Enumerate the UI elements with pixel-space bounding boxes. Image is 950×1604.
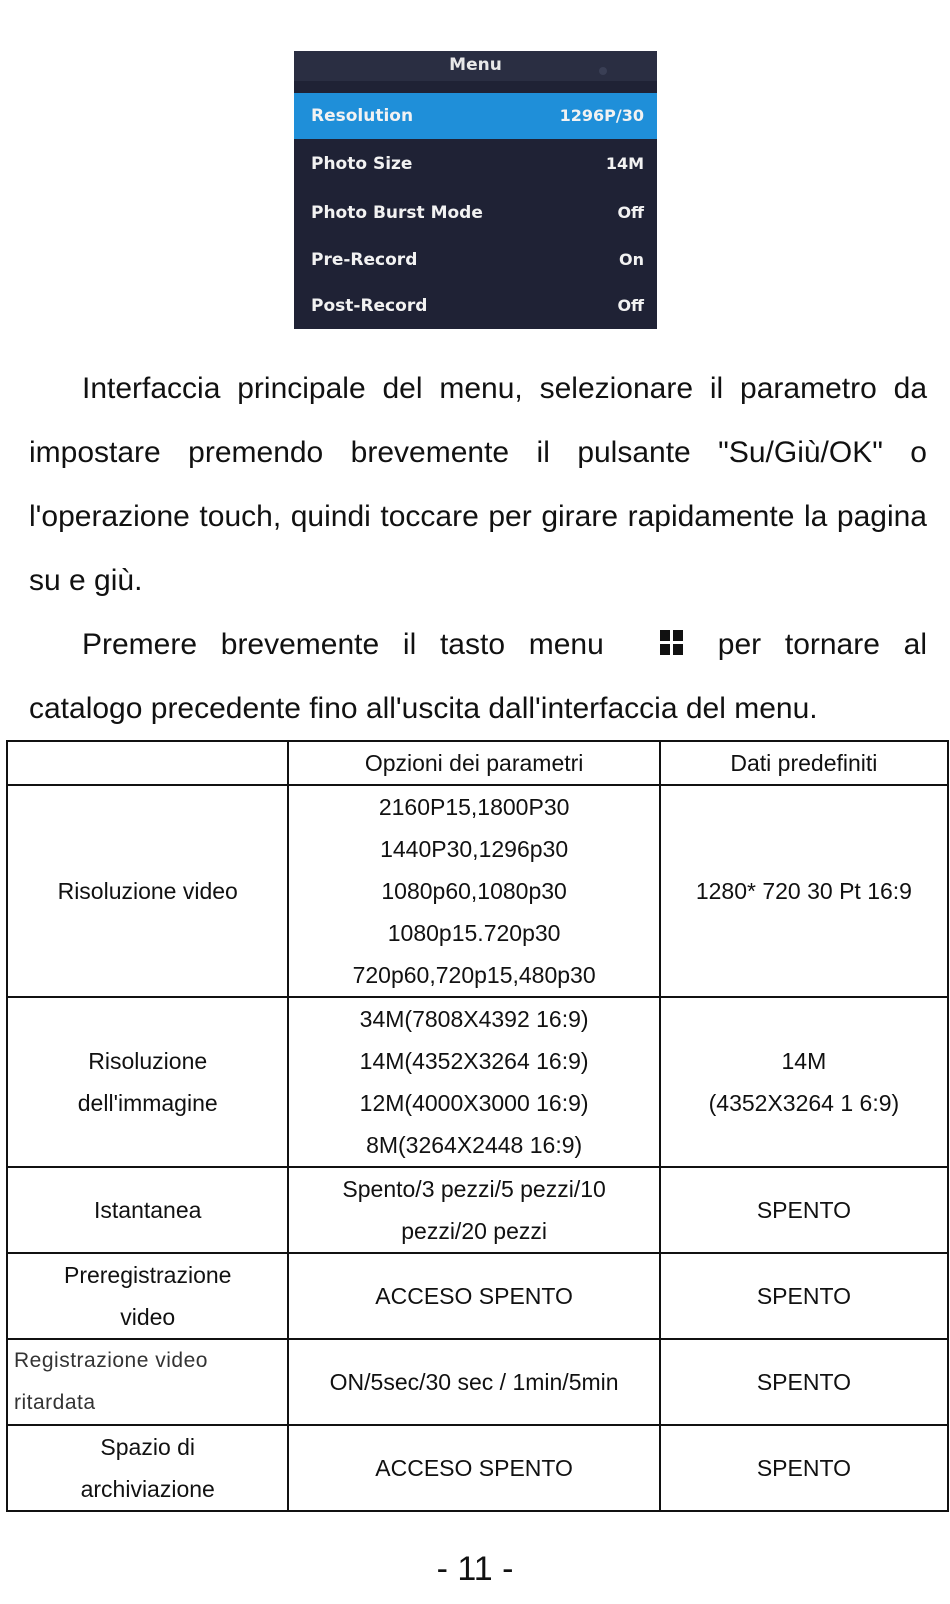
table-row <box>7 997 948 1167</box>
menu-row-label: Pre-Record <box>311 250 418 270</box>
param-default-cell: SPENTO <box>660 1167 948 1253</box>
table-row <box>7 1425 948 1511</box>
paragraph-menu-exit <box>29 613 927 741</box>
table-row <box>7 1253 948 1339</box>
param-default-cell: SPENTO <box>660 1339 948 1425</box>
param-options-cell: ON/5sec/30 sec / 1min/5min <box>288 1339 659 1425</box>
menu-row-post-record <box>294 283 657 329</box>
param-default-cell: 14M (4352X3264 1 6:9) <box>660 997 948 1167</box>
menu-row-value: Off <box>617 203 644 222</box>
param-options-cell: ACCESO SPENTO <box>288 1425 659 1511</box>
parameters-table <box>6 740 949 1512</box>
param-options-cell: Spento/3 pezzi/5 pezzi/10 pezzi/20 pezzi <box>288 1167 659 1253</box>
param-default-cell: SPENTO <box>660 1253 948 1339</box>
param-default-cell: 1280* 720 30 Pt 16:9 <box>660 785 948 997</box>
menu-row-pre-record <box>294 237 657 283</box>
indicator-dot <box>599 67 607 75</box>
param-name-cell: Risoluzione dell'immagine <box>7 997 288 1167</box>
menu-row-value: 14M <box>605 154 644 173</box>
menu-row-label: Resolution <box>311 106 414 126</box>
menu-grid-icon <box>660 630 684 656</box>
table-row <box>7 785 948 997</box>
menu-row-photo-burst-mode <box>294 190 657 236</box>
param-options-cell: 34M(7808X4392 16:9) 14M(4352X3264 16:9) 12M(4000X3000 16:9) 8M(3264X2448 16:9) <box>288 997 659 1167</box>
menu-row-value: 1296P/30 <box>559 106 644 125</box>
param-options-cell: 2160P15,1800P30 1440P30,1296p30 1080p60,1080p30 1080p15.720p30 720p60,720p15,480p30 <box>288 785 659 997</box>
header-defaults: Dati predefiniti <box>660 741 948 785</box>
menu-title: Menu <box>294 51 657 81</box>
menu-row-resolution <box>294 93 657 139</box>
menu-row-label: Post-Record <box>311 296 428 316</box>
menu-row-label: Photo Burst Mode <box>311 203 483 223</box>
menu-row-photo-size <box>294 141 657 187</box>
page-number: - 11 - <box>436 1550 514 1588</box>
param-name-cell: Preregistrazione video <box>7 1253 288 1339</box>
paragraph-text-before: Premere brevemente il tasto menu <box>82 628 604 661</box>
menu-row-value: On <box>619 250 644 269</box>
menu-row-label: Photo Size <box>311 154 413 174</box>
paragraph-menu-navigation <box>29 357 927 613</box>
param-options-cell: ACCESO SPENTO <box>288 1253 659 1339</box>
paragraph-text-after: per tornare al catalogo precedente fino all'uscita dall'interfaccia del menu. <box>29 628 927 725</box>
param-name-cell: Spazio di archiviazione <box>7 1425 288 1511</box>
table-header-row <box>7 741 948 785</box>
param-name-cell: Istantanea <box>7 1167 288 1253</box>
menu-row-value: Off <box>617 296 644 315</box>
camera-menu-screenshot <box>294 51 657 329</box>
table-row <box>7 1339 948 1425</box>
param-default-cell: SPENTO <box>660 1425 948 1511</box>
param-name-cell: Registrazione video ritardata <box>7 1339 288 1425</box>
header-options: Opzioni dei parametri <box>288 741 659 785</box>
param-name-cell: Risoluzione video <box>7 785 288 997</box>
header-empty <box>7 741 288 785</box>
paragraph-text: Interfaccia principale del menu, selezionare il parametro da impostare premendo brevemente il pulsante "Su/Giù/OK" o l'operazione touch, quindi toccare per girare rapidamente la pagina su e giù. <box>29 372 927 597</box>
table-row <box>7 1167 948 1253</box>
